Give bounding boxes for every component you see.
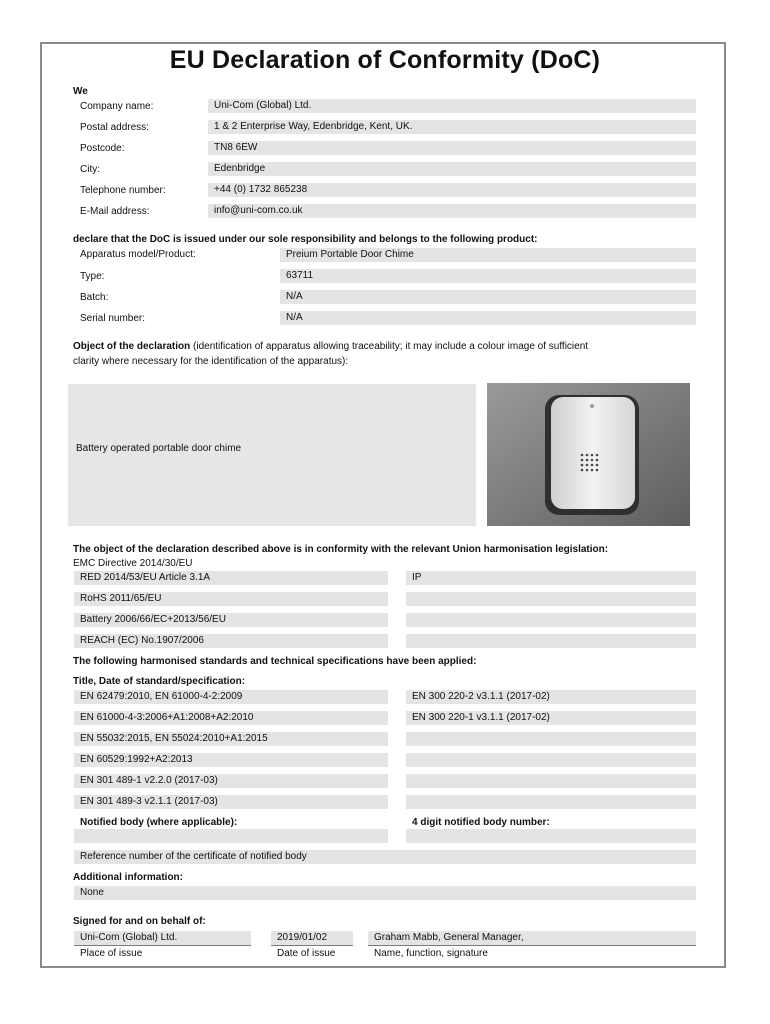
legislation-left-4: REACH (EC) No.1907/2006 xyxy=(74,634,388,648)
object-heading: Object of the declaration xyxy=(73,341,191,352)
declare-statement: declare that the DoC is issued under our sole responsibility and belongs to the following product: xyxy=(73,234,538,245)
place-field: Uni-Com (Global) Ltd. xyxy=(74,931,251,945)
object-text-line2: clarity where necessary for the identification of the apparatus): xyxy=(73,356,349,367)
notified-body-label: Notified body (where applicable): xyxy=(80,817,238,828)
name-field: Graham Mabb, General Manager, xyxy=(368,931,696,945)
standard-left-6: EN 301 489-3 v2.1.1 (2017-03) xyxy=(74,795,388,809)
telephone-field: +44 (0) 1732 865238 xyxy=(208,183,696,197)
object-description-box xyxy=(68,384,476,526)
postal-address-label: Postal address: xyxy=(80,122,149,133)
legislation-right-4 xyxy=(406,634,696,648)
apparatus-field: Preium Portable Door Chime xyxy=(280,248,696,262)
notified-body-field xyxy=(74,829,388,843)
city-label: City: xyxy=(80,164,100,175)
serial-number-label: Serial number: xyxy=(80,313,146,324)
document-title: EU Declaration of Conformity (DoC) xyxy=(169,46,601,74)
postal-address-field: 1 & 2 Enterprise Way, Edenbridge, Kent, UK. xyxy=(208,120,696,134)
standards-subheading: Title, Date of standard/specification: xyxy=(73,676,246,687)
type-field: 63711 xyxy=(280,269,696,283)
signed-heading: Signed for and on behalf of: xyxy=(73,916,206,927)
name-caption: Name, function, signature xyxy=(374,948,488,959)
standard-right-6 xyxy=(406,795,696,809)
batch-label: Batch: xyxy=(80,292,109,303)
place-caption: Place of issue xyxy=(80,948,143,959)
product-photo xyxy=(487,383,690,526)
standard-left-4: EN 60529:1992+A2:2013 xyxy=(74,753,388,767)
emc-directive: EMC Directive 2014/30/EU xyxy=(73,558,193,569)
date-caption: Date of issue xyxy=(277,948,336,959)
conformity-heading: The object of the declaration described above is in conformity with the relevant Union harmonisation legislation: xyxy=(73,544,609,555)
standard-right-4 xyxy=(406,753,696,767)
object-description: Battery operated portable door chime xyxy=(76,443,242,454)
telephone-label: Telephone number: xyxy=(80,185,166,196)
we-label: We xyxy=(73,86,88,97)
email-field: info@uni-com.co.uk xyxy=(208,204,696,218)
date-underline xyxy=(271,945,353,946)
additional-heading: Additional information: xyxy=(73,872,183,883)
type-label: Type: xyxy=(80,271,105,282)
standard-left-2: EN 61000-4-3:2006+A1:2008+A2:2010 xyxy=(74,711,388,725)
door-chime-image xyxy=(487,383,690,526)
place-underline xyxy=(74,945,251,946)
name-underline xyxy=(368,945,696,946)
notified-number-field xyxy=(406,829,696,843)
apparatus-label: Apparatus model/Product: xyxy=(80,249,196,260)
legislation-left-2: RoHS 2011/65/EU xyxy=(74,592,388,606)
notified-number-label: 4 digit notified body number: xyxy=(412,817,550,828)
serial-number-field: N/A xyxy=(280,311,696,325)
legislation-right-3 xyxy=(406,613,696,627)
standard-left-1: EN 62479:2010, EN 61000-4-2:2009 xyxy=(74,690,388,704)
company-name-field: Uni-Com (Global) Ltd. xyxy=(208,99,696,113)
email-label: E-Mail address: xyxy=(80,206,150,217)
postcode-label: Postcode: xyxy=(80,143,125,154)
company-name-label: Company name: xyxy=(80,101,154,112)
standard-right-5 xyxy=(406,774,696,788)
certificate-reference-field: Reference number of the certificate of notified body xyxy=(74,850,696,864)
standard-left-5: EN 301 489-1 v2.2.0 (2017-03) xyxy=(74,774,388,788)
legislation-left-1: RED 2014/53/EU Article 3.1A xyxy=(74,571,388,585)
legislation-right-2 xyxy=(406,592,696,606)
object-text-line1: (identification of apparatus allowing traceability; it may include a colour image of sufficient xyxy=(190,341,589,352)
standard-right-1: EN 300 220-2 v3.1.1 (2017-02) xyxy=(406,690,696,704)
date-field: 2019/01/02 xyxy=(271,931,353,945)
standard-right-2: EN 300 220-1 v3.1.1 (2017-02) xyxy=(406,711,696,725)
city-field: Edenbridge xyxy=(208,162,696,176)
standard-left-3: EN 55032:2015, EN 55024:2010+A1:2015 xyxy=(74,732,388,746)
legislation-right-1: IP xyxy=(406,571,696,585)
object-paragraph-line1 xyxy=(73,341,588,353)
batch-field: N/A xyxy=(280,290,696,304)
additional-field: None xyxy=(74,886,696,900)
standard-right-3 xyxy=(406,732,696,746)
legislation-left-3: Battery 2006/66/EC+2013/56/EU xyxy=(74,613,388,627)
standards-heading: The following harmonised standards and technical specifications have been applied: xyxy=(73,656,477,667)
postcode-field: TN8 6EW xyxy=(208,141,696,155)
